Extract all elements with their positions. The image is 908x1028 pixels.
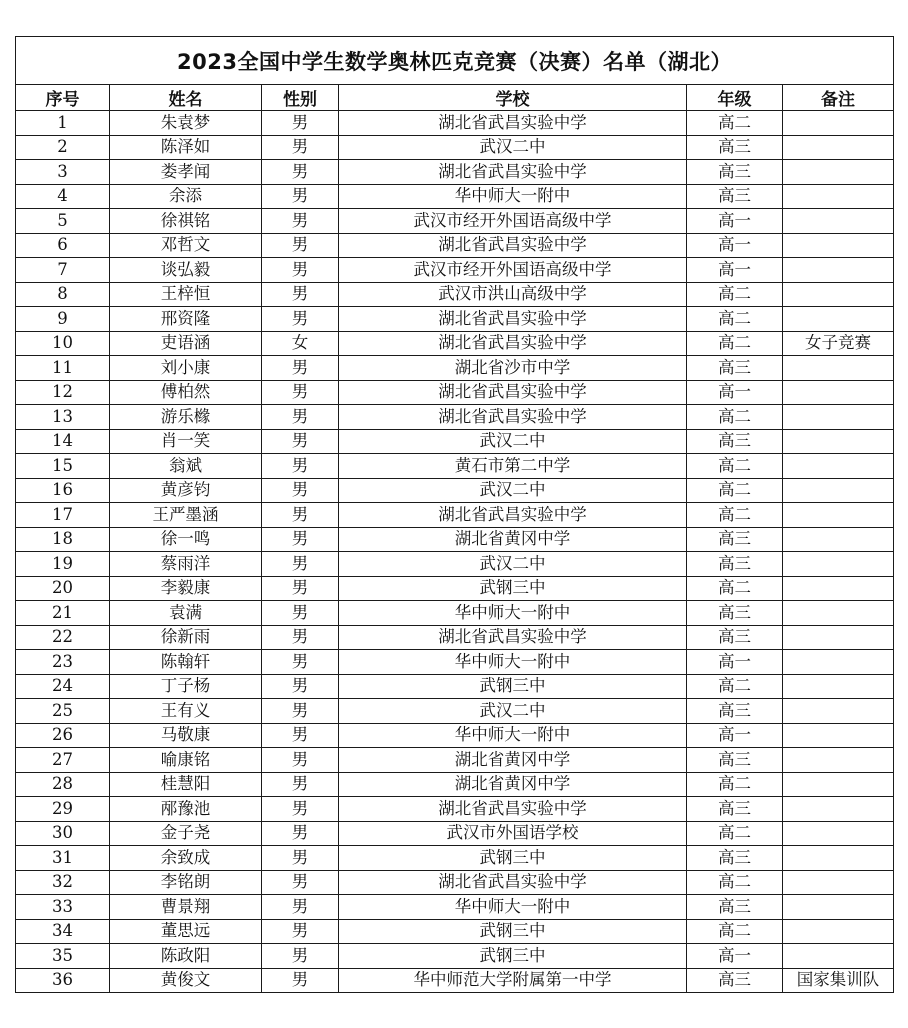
cell-name: 喻康铭 [110,748,262,773]
cell-school: 黄石市第二中学 [339,454,687,479]
cell-grade: 高三 [687,846,783,871]
table-row [16,233,894,258]
table-row [16,650,894,675]
cell-school: 湖北省武昌实验中学 [339,233,687,258]
cell-grade: 高三 [687,160,783,185]
cell-grade: 高三 [687,968,783,993]
cell-school: 湖北省黄冈中学 [339,772,687,797]
cell-no: 1 [16,111,110,136]
table-row [16,527,894,552]
table-row [16,846,894,871]
cell-grade: 高二 [687,503,783,528]
table-row [16,968,894,993]
cell-no: 14 [16,429,110,454]
table-row [16,380,894,405]
table-row [16,699,894,724]
cell-grade: 高三 [687,625,783,650]
cell-no: 34 [16,919,110,944]
cell-note [783,135,894,160]
cell-name: 徐祺铭 [110,209,262,234]
cell-note [783,503,894,528]
header-sex: 性别 [262,85,339,111]
cell-no: 13 [16,405,110,430]
cell-sex: 男 [262,870,339,895]
cell-sex: 男 [262,429,339,454]
cell-name: 丁子杨 [110,674,262,699]
table-row [16,209,894,234]
cell-name: 徐一鸣 [110,527,262,552]
cell-name: 袁满 [110,601,262,626]
cell-no: 17 [16,503,110,528]
table-row [16,356,894,381]
cell-no: 35 [16,944,110,969]
cell-school: 武钢三中 [339,846,687,871]
cell-school: 武钢三中 [339,944,687,969]
header-school: 学校 [339,85,687,111]
roster-body [16,111,894,993]
cell-no: 7 [16,258,110,283]
cell-school: 湖北省武昌实验中学 [339,307,687,332]
cell-no: 27 [16,748,110,773]
cell-sex: 男 [262,944,339,969]
cell-grade: 高二 [687,331,783,356]
cell-school: 武汉二中 [339,478,687,503]
header-no: 序号 [16,85,110,111]
cell-no: 29 [16,797,110,822]
cell-school: 武钢三中 [339,919,687,944]
table-row [16,135,894,160]
table-row [16,258,894,283]
cell-school: 湖北省黄冈中学 [339,748,687,773]
cell-school: 武汉市洪山高级中学 [339,282,687,307]
cell-no: 2 [16,135,110,160]
table-title: 2023全国中学生数学奥林匹克竞赛（决赛）名单（湖北） [16,37,894,85]
table-row [16,821,894,846]
cell-grade: 高三 [687,699,783,724]
cell-note: 国家集训队 [783,968,894,993]
cell-name: 王有义 [110,699,262,724]
cell-school: 湖北省武昌实验中学 [339,160,687,185]
cell-sex: 男 [262,282,339,307]
cell-no: 4 [16,184,110,209]
cell-sex: 男 [262,552,339,577]
cell-grade: 高二 [687,454,783,479]
cell-name: 桂慧阳 [110,772,262,797]
cell-name: 余致成 [110,846,262,871]
cell-note [783,111,894,136]
cell-name: 黄俊文 [110,968,262,993]
cell-name: 徐新雨 [110,625,262,650]
cell-note [783,184,894,209]
cell-note [783,846,894,871]
cell-sex: 男 [262,968,339,993]
table-row [16,454,894,479]
cell-grade: 高二 [687,919,783,944]
cell-name: 朱袁梦 [110,111,262,136]
cell-sex: 男 [262,454,339,479]
header-grade: 年级 [687,85,783,111]
cell-name: 翁斌 [110,454,262,479]
cell-no: 12 [16,380,110,405]
roster-table [15,36,894,993]
cell-grade: 高三 [687,748,783,773]
cell-note [783,821,894,846]
cell-note [783,772,894,797]
cell-school: 武汉市外国语学校 [339,821,687,846]
cell-note [783,454,894,479]
cell-note [783,429,894,454]
cell-school: 武汉二中 [339,429,687,454]
cell-sex: 男 [262,625,339,650]
cell-sex: 男 [262,209,339,234]
title-row [16,37,894,85]
cell-school: 华中师大一附中 [339,601,687,626]
cell-name: 娄孝闻 [110,160,262,185]
cell-sex: 男 [262,772,339,797]
cell-grade: 高三 [687,429,783,454]
cell-sex: 男 [262,258,339,283]
cell-sex: 男 [262,380,339,405]
table-row [16,944,894,969]
cell-note: 女子竞赛 [783,331,894,356]
cell-school: 华中师范大学附属第一中学 [339,968,687,993]
table-row [16,748,894,773]
cell-grade: 高二 [687,821,783,846]
cell-sex: 男 [262,405,339,430]
table-row [16,576,894,601]
cell-sex: 男 [262,699,339,724]
table-row [16,405,894,430]
cell-name: 李铭朗 [110,870,262,895]
cell-no: 24 [16,674,110,699]
cell-note [783,723,894,748]
cell-no: 11 [16,356,110,381]
cell-note [783,356,894,381]
table-row [16,478,894,503]
cell-no: 26 [16,723,110,748]
table-row [16,160,894,185]
cell-name: 蔡雨洋 [110,552,262,577]
cell-school: 湖北省武昌实验中学 [339,797,687,822]
cell-name: 黄彦钧 [110,478,262,503]
cell-name: 金子尧 [110,821,262,846]
cell-school: 湖北省武昌实验中学 [339,380,687,405]
cell-sex: 男 [262,723,339,748]
cell-grade: 高一 [687,944,783,969]
cell-name: 邢资隆 [110,307,262,332]
cell-no: 22 [16,625,110,650]
cell-school: 华中师大一附中 [339,895,687,920]
cell-grade: 高二 [687,576,783,601]
cell-no: 18 [16,527,110,552]
cell-school: 湖北省沙市中学 [339,356,687,381]
cell-grade: 高二 [687,307,783,332]
table-row [16,723,894,748]
cell-note [783,870,894,895]
cell-note [783,405,894,430]
cell-grade: 高一 [687,258,783,283]
cell-name: 傅柏然 [110,380,262,405]
cell-note [783,527,894,552]
cell-note [783,748,894,773]
cell-sex: 男 [262,576,339,601]
cell-sex: 男 [262,478,339,503]
cell-school: 华中师大一附中 [339,723,687,748]
cell-note [783,478,894,503]
cell-grade: 高一 [687,650,783,675]
cell-grade: 高二 [687,870,783,895]
cell-grade: 高三 [687,356,783,381]
cell-sex: 男 [262,674,339,699]
cell-no: 21 [16,601,110,626]
cell-grade: 高一 [687,209,783,234]
cell-grade: 高三 [687,184,783,209]
header-row [16,85,894,111]
cell-sex: 男 [262,846,339,871]
cell-grade: 高二 [687,111,783,136]
cell-grade: 高二 [687,772,783,797]
table-row [16,895,894,920]
cell-sex: 男 [262,821,339,846]
cell-sex: 男 [262,307,339,332]
table-row [16,111,894,136]
cell-name: 陈政阳 [110,944,262,969]
cell-name: 董思远 [110,919,262,944]
cell-grade: 高二 [687,478,783,503]
cell-no: 23 [16,650,110,675]
cell-school: 武钢三中 [339,576,687,601]
cell-name: 陈翰轩 [110,650,262,675]
cell-note [783,307,894,332]
cell-grade: 高一 [687,380,783,405]
cell-school: 武汉二中 [339,135,687,160]
table-row [16,674,894,699]
cell-grade: 高三 [687,135,783,160]
cell-no: 8 [16,282,110,307]
cell-note [783,919,894,944]
cell-note [783,944,894,969]
cell-sex: 男 [262,895,339,920]
table-row [16,429,894,454]
cell-school: 湖北省武昌实验中学 [339,870,687,895]
table-row [16,552,894,577]
cell-school: 湖北省黄冈中学 [339,527,687,552]
cell-sex: 男 [262,233,339,258]
table-row [16,307,894,332]
cell-sex: 男 [262,111,339,136]
cell-name: 王严墨涵 [110,503,262,528]
cell-sex: 男 [262,135,339,160]
cell-name: 邴豫池 [110,797,262,822]
cell-no: 3 [16,160,110,185]
cell-no: 25 [16,699,110,724]
cell-no: 36 [16,968,110,993]
cell-school: 武汉二中 [339,699,687,724]
cell-no: 33 [16,895,110,920]
cell-school: 湖北省武昌实验中学 [339,111,687,136]
header-name: 姓名 [110,85,262,111]
cell-sex: 男 [262,919,339,944]
cell-name: 谈弘毅 [110,258,262,283]
cell-sex: 男 [262,797,339,822]
cell-note [783,797,894,822]
table-row [16,601,894,626]
cell-sex: 男 [262,748,339,773]
cell-note [783,380,894,405]
cell-grade: 高二 [687,282,783,307]
table-row [16,797,894,822]
cell-sex: 男 [262,503,339,528]
header-note: 备注 [783,85,894,111]
table-row [16,331,894,356]
cell-no: 10 [16,331,110,356]
cell-school: 武汉二中 [339,552,687,577]
cell-name: 邓哲文 [110,233,262,258]
cell-name: 曹景翔 [110,895,262,920]
cell-sex: 男 [262,527,339,552]
cell-sex: 女 [262,331,339,356]
cell-no: 30 [16,821,110,846]
cell-name: 陈泽如 [110,135,262,160]
cell-school: 华中师大一附中 [339,184,687,209]
cell-no: 16 [16,478,110,503]
cell-grade: 高三 [687,797,783,822]
cell-name: 刘小康 [110,356,262,381]
cell-sex: 男 [262,356,339,381]
cell-school: 湖北省武昌实验中学 [339,331,687,356]
cell-note [783,282,894,307]
cell-no: 32 [16,870,110,895]
cell-note [783,699,894,724]
cell-grade: 高二 [687,405,783,430]
cell-grade: 高三 [687,895,783,920]
cell-name: 余添 [110,184,262,209]
cell-no: 19 [16,552,110,577]
cell-grade: 高三 [687,527,783,552]
cell-school: 华中师大一附中 [339,650,687,675]
cell-name: 游乐橼 [110,405,262,430]
cell-grade: 高一 [687,233,783,258]
table-row [16,772,894,797]
cell-no: 6 [16,233,110,258]
cell-note [783,209,894,234]
table-row [16,184,894,209]
cell-no: 28 [16,772,110,797]
cell-school: 湖北省武昌实验中学 [339,625,687,650]
cell-name: 马敬康 [110,723,262,748]
cell-sex: 男 [262,184,339,209]
table-row [16,870,894,895]
cell-no: 20 [16,576,110,601]
cell-no: 15 [16,454,110,479]
table-row [16,282,894,307]
cell-grade: 高三 [687,601,783,626]
cell-school: 湖北省武昌实验中学 [339,503,687,528]
cell-note [783,895,894,920]
cell-note [783,576,894,601]
cell-school: 武汉市经开外国语高级中学 [339,209,687,234]
cell-school: 武钢三中 [339,674,687,699]
cell-note [783,601,894,626]
cell-note [783,160,894,185]
cell-school: 武汉市经开外国语高级中学 [339,258,687,283]
cell-school: 湖北省武昌实验中学 [339,405,687,430]
cell-note [783,233,894,258]
cell-note [783,258,894,283]
roster-sheet [15,36,893,993]
cell-note [783,650,894,675]
cell-note [783,552,894,577]
cell-sex: 男 [262,160,339,185]
cell-no: 9 [16,307,110,332]
table-row [16,625,894,650]
cell-grade: 高二 [687,674,783,699]
cell-name: 王梓恒 [110,282,262,307]
cell-name: 肖一笑 [110,429,262,454]
cell-sex: 男 [262,650,339,675]
cell-grade: 高三 [687,552,783,577]
cell-sex: 男 [262,601,339,626]
cell-note [783,625,894,650]
cell-name: 李毅康 [110,576,262,601]
table-row [16,919,894,944]
cell-note [783,674,894,699]
cell-grade: 高一 [687,723,783,748]
cell-no: 5 [16,209,110,234]
cell-name: 吏语涵 [110,331,262,356]
cell-no: 31 [16,846,110,871]
table-row [16,503,894,528]
